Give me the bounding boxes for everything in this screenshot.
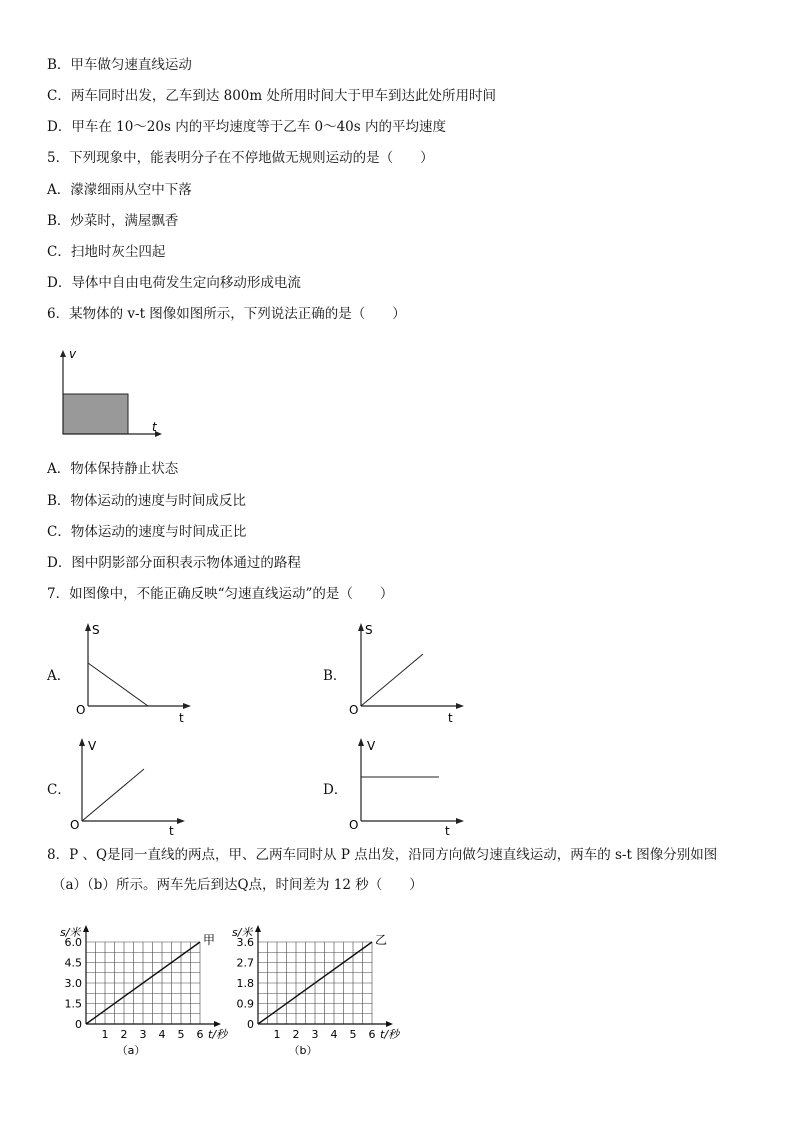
q7-stem: 7．如图像中，不能正确反映“匀速直线运动”的是（ ） xyxy=(47,586,394,602)
y-tick-label: 4.5 xyxy=(64,956,82,970)
q8-stem-line1: 8．P 、Q是同一直线的两点，甲、乙两车同时从 P 点出发，沿同方向做匀速直线运动，两车的 s-t 图像分别如图 xyxy=(47,847,718,863)
q7-label-d: D． xyxy=(323,782,348,798)
x-axis-arrow xyxy=(214,1021,221,1027)
q7a-y-label: S xyxy=(92,623,100,637)
q6-option-b: B．物体运动的速度与时间成反比 xyxy=(47,493,246,509)
q7d-y-label: V xyxy=(367,739,376,753)
x-tick-label: 5 xyxy=(177,1028,185,1041)
q6-stem: 6．某物体的 v-t 图像如图所示，下列说法正确的是（ ） xyxy=(47,306,406,322)
q7-graph-b xyxy=(343,618,473,728)
x-axis-label: t/秒 xyxy=(208,1028,228,1041)
q4-option-b: B．甲车做匀速直线运动 xyxy=(47,57,192,73)
q7c-origin: O xyxy=(70,818,80,832)
y-tick-label: 1.5 xyxy=(64,997,82,1011)
series-label: 乙 xyxy=(375,933,388,947)
x-axis-label: t/秒 xyxy=(380,1028,400,1041)
x-tick-label: 4 xyxy=(158,1028,166,1041)
q5-option-c: C．扫地时灰尘四起 xyxy=(47,244,166,260)
x-tick-label: 5 xyxy=(349,1028,357,1041)
q7-label-b: B． xyxy=(323,668,347,684)
q7-label-c: C． xyxy=(47,782,71,798)
y-axis-arrow xyxy=(83,925,89,932)
x-tick-label: 6 xyxy=(196,1028,204,1041)
y-axis-label: s/米 xyxy=(60,926,81,939)
x-tick-label: 4 xyxy=(330,1028,338,1041)
q7d-origin: O xyxy=(349,818,359,832)
q5-option-a: A．濛濛细雨从空中下落 xyxy=(47,182,192,198)
q7a-x-label: t xyxy=(179,711,184,725)
q7-graph-c xyxy=(64,733,194,843)
q7c-line xyxy=(82,769,144,821)
q6-vt-figure xyxy=(50,345,180,445)
q7b-y-label: S xyxy=(365,623,373,637)
x-tick-label: 3 xyxy=(311,1028,319,1041)
q7-graph-d xyxy=(343,733,473,843)
x-tick-label: 2 xyxy=(120,1028,128,1041)
q5-stem: 5．下列现象中，能表明分子在不停地做无规则运动的是（ ） xyxy=(47,150,434,166)
q7c-y-label: V xyxy=(88,739,97,753)
q7d-x-label: t xyxy=(445,824,450,838)
q6-x-label: t xyxy=(152,420,157,434)
st-chart-a xyxy=(50,912,240,1062)
q7-label-a: A． xyxy=(47,668,71,684)
q6-option-c: C．物体运动的速度与时间成正比 xyxy=(47,524,247,540)
y-tick-label: 3.0 xyxy=(64,977,82,990)
q5-option-b: B．炒菜时，满屋飘香 xyxy=(47,213,179,229)
q4-option-c: C．两车同时出发，乙车到达 800m 处所用时间大于甲车到达此处所用时间 xyxy=(47,88,496,104)
x-tick-label: 2 xyxy=(292,1028,300,1041)
y-tick-label: 3.6 xyxy=(236,936,254,949)
q7b-x-label: t xyxy=(448,711,453,725)
q7c-x-label: t xyxy=(169,824,174,838)
q6-option-d: D．图中阴影部分面积表示物体通过的路程 xyxy=(47,555,301,571)
x-tick-label: 1 xyxy=(101,1028,109,1041)
y-tick-label: 2.7 xyxy=(236,956,254,970)
x-tick-label: 1 xyxy=(273,1028,281,1041)
q7a-line xyxy=(88,663,148,706)
chart-caption: （a） xyxy=(116,1044,146,1057)
x-tick-label: 3 xyxy=(139,1028,147,1041)
y-axis-label: s/米 xyxy=(232,926,253,939)
y-tick-label: 1.8 xyxy=(236,977,254,990)
x-tick-label: 6 xyxy=(368,1028,376,1041)
x-axis-arrow xyxy=(386,1021,393,1027)
y-tick-label: 0 xyxy=(247,1018,254,1031)
chart-caption: （b） xyxy=(288,1044,318,1057)
y-tick-label: 0.9 xyxy=(236,997,254,1011)
y-tick-label: 6.0 xyxy=(64,936,82,949)
y-tick-label: 0 xyxy=(75,1018,82,1031)
q7b-origin: O xyxy=(349,703,359,717)
q8-stem-line2: （a）（b）所示。两车先后到达Q点，时间差为 12 秒（ ） xyxy=(52,877,423,893)
st-chart-b xyxy=(222,912,412,1062)
q7a-origin: O xyxy=(76,703,86,717)
q7b-line xyxy=(361,654,423,706)
q6-y-label: v xyxy=(69,347,77,361)
q5-option-d: D．导体中自由电荷发生定向移动形成电流 xyxy=(47,275,301,291)
q6-option-a: A．物体保持静止状态 xyxy=(47,461,179,477)
q4-option-d: D．甲车在 10～20s 内的平均速度等于乙车 0～40s 内的平均速度 xyxy=(47,119,446,135)
q6-y-arrow xyxy=(60,350,66,357)
q7-graph-a xyxy=(70,618,200,728)
q6-shaded-area xyxy=(63,394,128,434)
series-label: 甲 xyxy=(203,933,216,947)
y-axis-arrow xyxy=(255,925,261,932)
